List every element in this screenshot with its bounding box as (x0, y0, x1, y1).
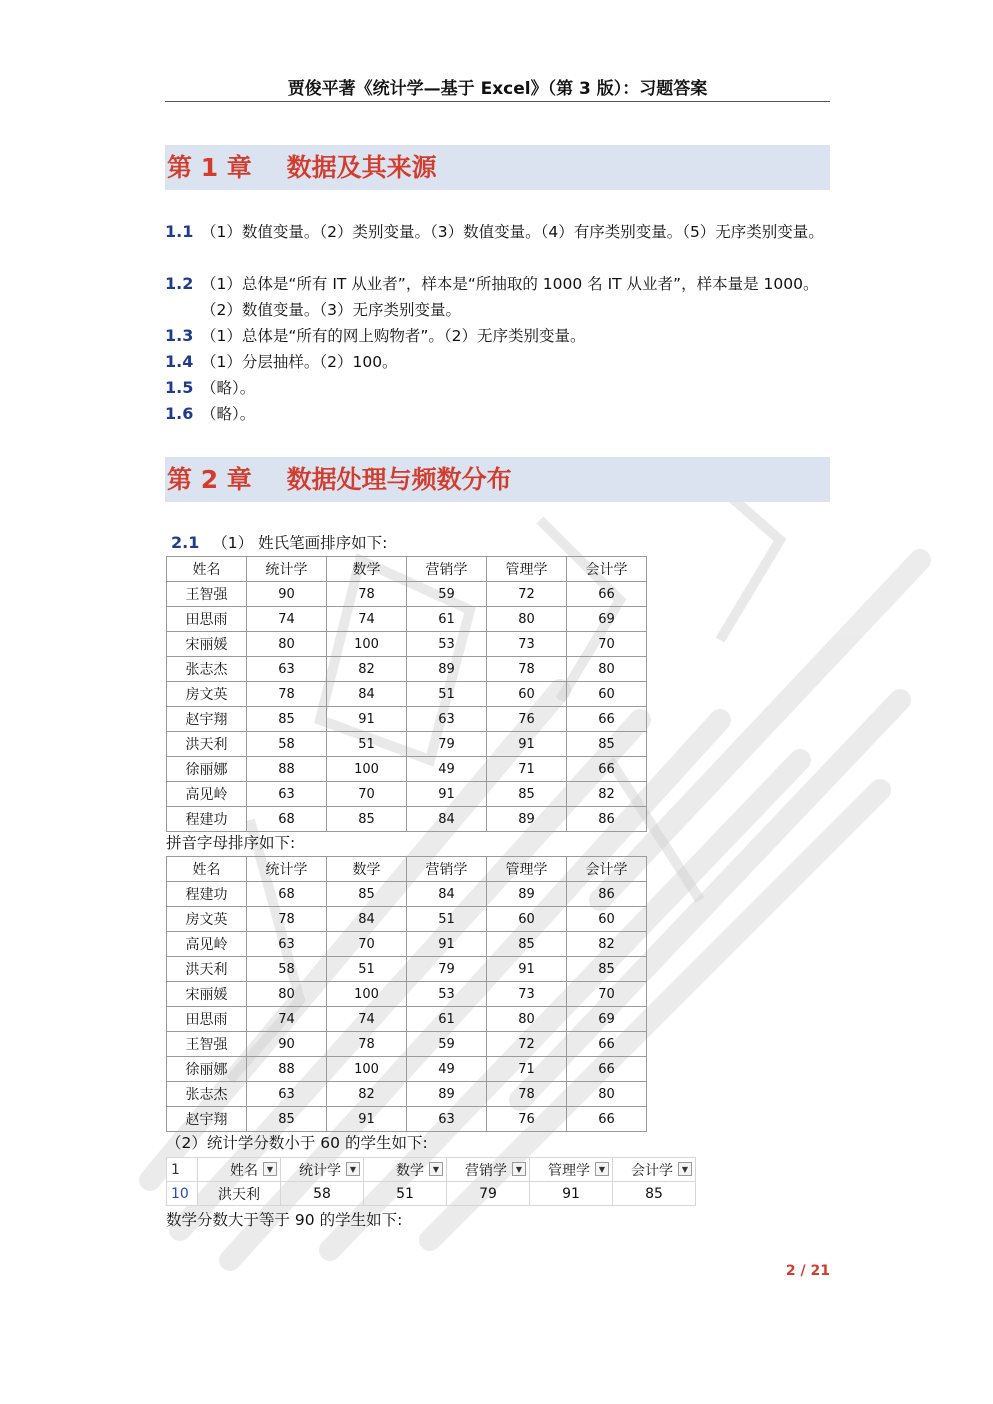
answer-number: 1.6 (165, 404, 194, 423)
table-cell: 82 (567, 782, 647, 807)
table-cell: 91 (407, 782, 487, 807)
table-cell: 49 (407, 757, 487, 782)
table-cell: 63 (247, 1082, 327, 1107)
table-header-cell: 会计学 (567, 857, 647, 882)
table-cell: 高见岭 (167, 782, 247, 807)
table-cell: 88 (247, 757, 327, 782)
table-header-row (167, 857, 647, 882)
row-number: 1 (167, 1158, 198, 1182)
table-cell: 51 (327, 732, 407, 757)
table-cell: 60 (567, 682, 647, 707)
table-cell: 田思雨 (167, 1007, 247, 1032)
question-2-1-intro (171, 532, 387, 554)
table-cell: 91 (487, 732, 567, 757)
table-cell: 82 (327, 657, 407, 682)
table-cell: 程建功 (167, 807, 247, 832)
table-cell: 84 (407, 882, 487, 907)
excel-header-cell (447, 1158, 530, 1182)
table-cell: 85 (327, 882, 407, 907)
excel-cell: 51 (364, 1182, 447, 1206)
excel-cell: 58 (281, 1182, 364, 1206)
excel-cell: 91 (530, 1182, 613, 1206)
table-row (167, 607, 647, 632)
answer-number: 1.4 (165, 352, 194, 371)
table-cell: 53 (407, 632, 487, 657)
table-cell: 78 (327, 1032, 407, 1057)
answer-number: 1.1 (165, 222, 194, 241)
table-cell: 74 (327, 1007, 407, 1032)
table-cell: 76 (487, 1107, 567, 1132)
table-cell: 90 (247, 1032, 327, 1057)
table-cell: 100 (327, 757, 407, 782)
table-cell: 60 (487, 907, 567, 932)
table-cell: 66 (567, 1032, 647, 1057)
filter-dropdown-icon[interactable]: ▼ (595, 1162, 609, 1176)
table-cell: 73 (487, 632, 567, 657)
table-cell: 66 (567, 707, 647, 732)
answer-1-6 (165, 401, 835, 427)
table-cell: 68 (247, 882, 327, 907)
table-cell: 86 (567, 807, 647, 832)
table-cell: 王智强 (167, 582, 247, 607)
table-row (167, 632, 647, 657)
table-cell: 79 (407, 957, 487, 982)
table-cell: 86 (567, 882, 647, 907)
table-cell: 85 (567, 957, 647, 982)
table-header-cell: 管理学 (487, 557, 567, 582)
table-cell: 80 (487, 607, 567, 632)
table-cell: 78 (247, 682, 327, 707)
chapter-1-heading: 第 1 章 数据及其来源 (165, 145, 830, 190)
table-cell: 66 (567, 582, 647, 607)
table-header-cell: 管理学 (487, 857, 567, 882)
table-cell: 51 (407, 907, 487, 932)
excel-header-cell (281, 1158, 364, 1182)
table-row (167, 807, 647, 832)
chapter-2-heading: 第 2 章 数据处理与频数分布 (165, 457, 830, 502)
answer-1-2 (165, 271, 835, 323)
table-cell: 84 (407, 807, 487, 832)
table-cell: 78 (487, 657, 567, 682)
table-cell: 66 (567, 1107, 647, 1132)
table-cell: 80 (487, 1007, 567, 1032)
excel-filter-result (166, 1157, 696, 1206)
table-cell: 63 (247, 782, 327, 807)
table-cell: 王智强 (167, 1032, 247, 1057)
table-cell: 60 (567, 907, 647, 932)
table-cell: 91 (327, 707, 407, 732)
table-cell: 72 (487, 1032, 567, 1057)
page-number: 2 / 21 (785, 1263, 830, 1279)
table-cell: 58 (247, 957, 327, 982)
table-header-cell: 数学 (327, 557, 407, 582)
table-cell: 89 (487, 807, 567, 832)
excel-header-cell (530, 1158, 613, 1182)
table-cell: 69 (567, 607, 647, 632)
table-cell: 70 (567, 982, 647, 1007)
answer-number: 1.2 (165, 274, 194, 293)
table-header-cell: 统计学 (247, 857, 327, 882)
pinyin-caption: 拼音字母排序如下: (166, 834, 296, 852)
table-row (167, 1007, 647, 1032)
table-cell: 70 (327, 782, 407, 807)
table-cell: 100 (327, 1057, 407, 1082)
table-cell: 73 (487, 982, 567, 1007)
table-cell: 房文英 (167, 682, 247, 707)
table-cell: 78 (327, 582, 407, 607)
table-cell: 51 (327, 957, 407, 982)
table-row (167, 782, 647, 807)
table-cell: 高见岭 (167, 932, 247, 957)
table-row (167, 1032, 647, 1057)
table-cell: 70 (567, 632, 647, 657)
table-cell: 徐丽娜 (167, 1057, 247, 1082)
table-header-cell: 姓名 (167, 557, 247, 582)
table-cell: 61 (407, 607, 487, 632)
table-cell: 89 (407, 1082, 487, 1107)
table-row (167, 957, 647, 982)
table-cell: 91 (327, 1107, 407, 1132)
table-row (167, 1057, 647, 1082)
table-cell: 51 (407, 682, 487, 707)
excel-cell: 洪天利 (198, 1182, 281, 1206)
excel-header-cell (613, 1158, 696, 1182)
table-cell: 66 (567, 1057, 647, 1082)
header-label: 统计学 (299, 1162, 341, 1179)
row-number: 10 (167, 1182, 198, 1206)
table-cell: 74 (247, 1007, 327, 1032)
table-cell: 张志杰 (167, 1082, 247, 1107)
table-cell: 84 (327, 907, 407, 932)
excel-cell: 79 (447, 1182, 530, 1206)
header-label: 姓名 (230, 1162, 258, 1179)
table-cell: 89 (487, 882, 567, 907)
table-cell: 80 (567, 1082, 647, 1107)
table-cell: 房文英 (167, 907, 247, 932)
page-header-title: 贾俊平著《统计学—基于 Excel》（第 3 版）：习题答案 (287, 79, 708, 99)
table-cell: 78 (487, 1082, 567, 1107)
answer-text: （略）。 (201, 405, 256, 423)
table-cell: 74 (247, 607, 327, 632)
table-cell: 赵宇翔 (167, 707, 247, 732)
excel-header-cell (364, 1158, 447, 1182)
table-cell: 59 (407, 582, 487, 607)
table-row (167, 732, 647, 757)
table-cell: 70 (327, 932, 407, 957)
table-cell: 74 (327, 607, 407, 632)
filter-dropdown-icon[interactable]: ▼ (512, 1162, 526, 1176)
table-cell: 85 (247, 707, 327, 732)
table-cell: 49 (407, 1057, 487, 1082)
table-row (167, 1107, 647, 1132)
table-cell: 100 (327, 632, 407, 657)
answer-text: （1）分层抽样。（2）100。 (201, 353, 398, 371)
header-label: 会计学 (631, 1162, 673, 1179)
answer-number: 1.3 (165, 326, 194, 345)
answer-text: （略）。 (201, 379, 256, 397)
table-header-cell: 会计学 (567, 557, 647, 582)
table-cell: 洪天利 (167, 732, 247, 757)
table-row (167, 657, 647, 682)
table-header-cell: 营销学 (407, 557, 487, 582)
table-row (167, 582, 647, 607)
table-cell: 66 (567, 757, 647, 782)
table-cell: 徐丽娜 (167, 757, 247, 782)
header-divider (165, 101, 830, 102)
header-label: 数学 (396, 1162, 424, 1179)
table-cell: 91 (487, 957, 567, 982)
table-cell: 90 (247, 582, 327, 607)
answer-text: （1）总体是“所有 IT 从业者”，样本是“所抽取的 1000 名 IT 从业者”，样本量是 1000。（2）数值变量。（3）无序类别变量。 (201, 275, 819, 319)
table-cell: 79 (407, 732, 487, 757)
table-cell: 69 (567, 1007, 647, 1032)
table-cell: 85 (487, 782, 567, 807)
math-caption: 数学分数大于等于 90 的学生如下: (166, 1211, 403, 1229)
table-cell: 80 (567, 657, 647, 682)
table-header-cell: 数学 (327, 857, 407, 882)
intro-text: （1） 姓氏笔画排序如下: (212, 534, 388, 552)
table-cell: 61 (407, 1007, 487, 1032)
answer-number: 2.1 (171, 533, 200, 552)
table-header-row (167, 557, 647, 582)
q2-caption: （2）统计学分数小于 60 的学生如下: (166, 1134, 428, 1152)
excel-data-row (167, 1182, 696, 1206)
table-cell: 88 (247, 1057, 327, 1082)
table-row (167, 882, 647, 907)
table-cell: 84 (327, 682, 407, 707)
table-cell: 76 (487, 707, 567, 732)
table-cell: 82 (567, 932, 647, 957)
table-row (167, 932, 647, 957)
table-cell: 宋丽媛 (167, 632, 247, 657)
table-row (167, 1082, 647, 1107)
table-cell: 田思雨 (167, 607, 247, 632)
answer-text: （1）总体是“所有的网上购物者”。（2）无序类别变量。 (201, 327, 586, 345)
table-cell: 68 (247, 807, 327, 832)
table-cell: 58 (247, 732, 327, 757)
table-header-cell: 姓名 (167, 857, 247, 882)
table-cell: 63 (407, 1107, 487, 1132)
table-cell: 71 (487, 757, 567, 782)
table-cell: 82 (327, 1082, 407, 1107)
table-cell: 59 (407, 1032, 487, 1057)
table-row (167, 907, 647, 932)
table-cell: 赵宇翔 (167, 1107, 247, 1132)
table-header-cell: 统计学 (247, 557, 327, 582)
table-row (167, 707, 647, 732)
filter-active-icon[interactable]: ▼ (346, 1162, 360, 1176)
table-cell: 89 (407, 657, 487, 682)
header-label: 管理学 (548, 1162, 590, 1179)
filter-dropdown-icon[interactable]: ▼ (678, 1162, 692, 1176)
table-cell: 85 (327, 807, 407, 832)
table-cell: 78 (247, 907, 327, 932)
table-cell: 程建功 (167, 882, 247, 907)
filter-dropdown-icon[interactable]: ▼ (429, 1162, 443, 1176)
table-row (167, 682, 647, 707)
table-cell: 80 (247, 982, 327, 1007)
excel-header-cell (198, 1158, 281, 1182)
answer-number: 1.5 (165, 378, 194, 397)
table-cell: 宋丽媛 (167, 982, 247, 1007)
table-cell: 71 (487, 1057, 567, 1082)
answer-1-5 (165, 375, 835, 401)
table-row (167, 982, 647, 1007)
table-cell: 80 (247, 632, 327, 657)
answer-1-1 (165, 219, 835, 245)
table-cell: 91 (407, 932, 487, 957)
table-cell: 85 (487, 932, 567, 957)
table-cell: 63 (407, 707, 487, 732)
answer-1-3 (165, 323, 835, 349)
excel-cell: 85 (613, 1182, 696, 1206)
table-cell: 63 (247, 657, 327, 682)
excel-header-row (167, 1158, 696, 1182)
table-cell: 53 (407, 982, 487, 1007)
table-header-cell: 营销学 (407, 857, 487, 882)
table-row (167, 757, 647, 782)
table-cell: 63 (247, 932, 327, 957)
header-label: 营销学 (465, 1162, 507, 1179)
answer-1-4 (165, 349, 835, 375)
answer-text: （1）数值变量。（2）类别变量。（3）数值变量。（4）有序类别变量。（5）无序类别变量。 (201, 223, 824, 241)
filter-dropdown-icon[interactable]: ▼ (263, 1162, 277, 1176)
table-cell: 60 (487, 682, 567, 707)
table-cell: 100 (327, 982, 407, 1007)
table-cell: 张志杰 (167, 657, 247, 682)
table-cell: 85 (567, 732, 647, 757)
table-cell: 洪天利 (167, 957, 247, 982)
table-stroke-order (166, 556, 647, 832)
table-cell: 72 (487, 582, 567, 607)
table-cell: 85 (247, 1107, 327, 1132)
table-pinyin-order (166, 856, 647, 1132)
